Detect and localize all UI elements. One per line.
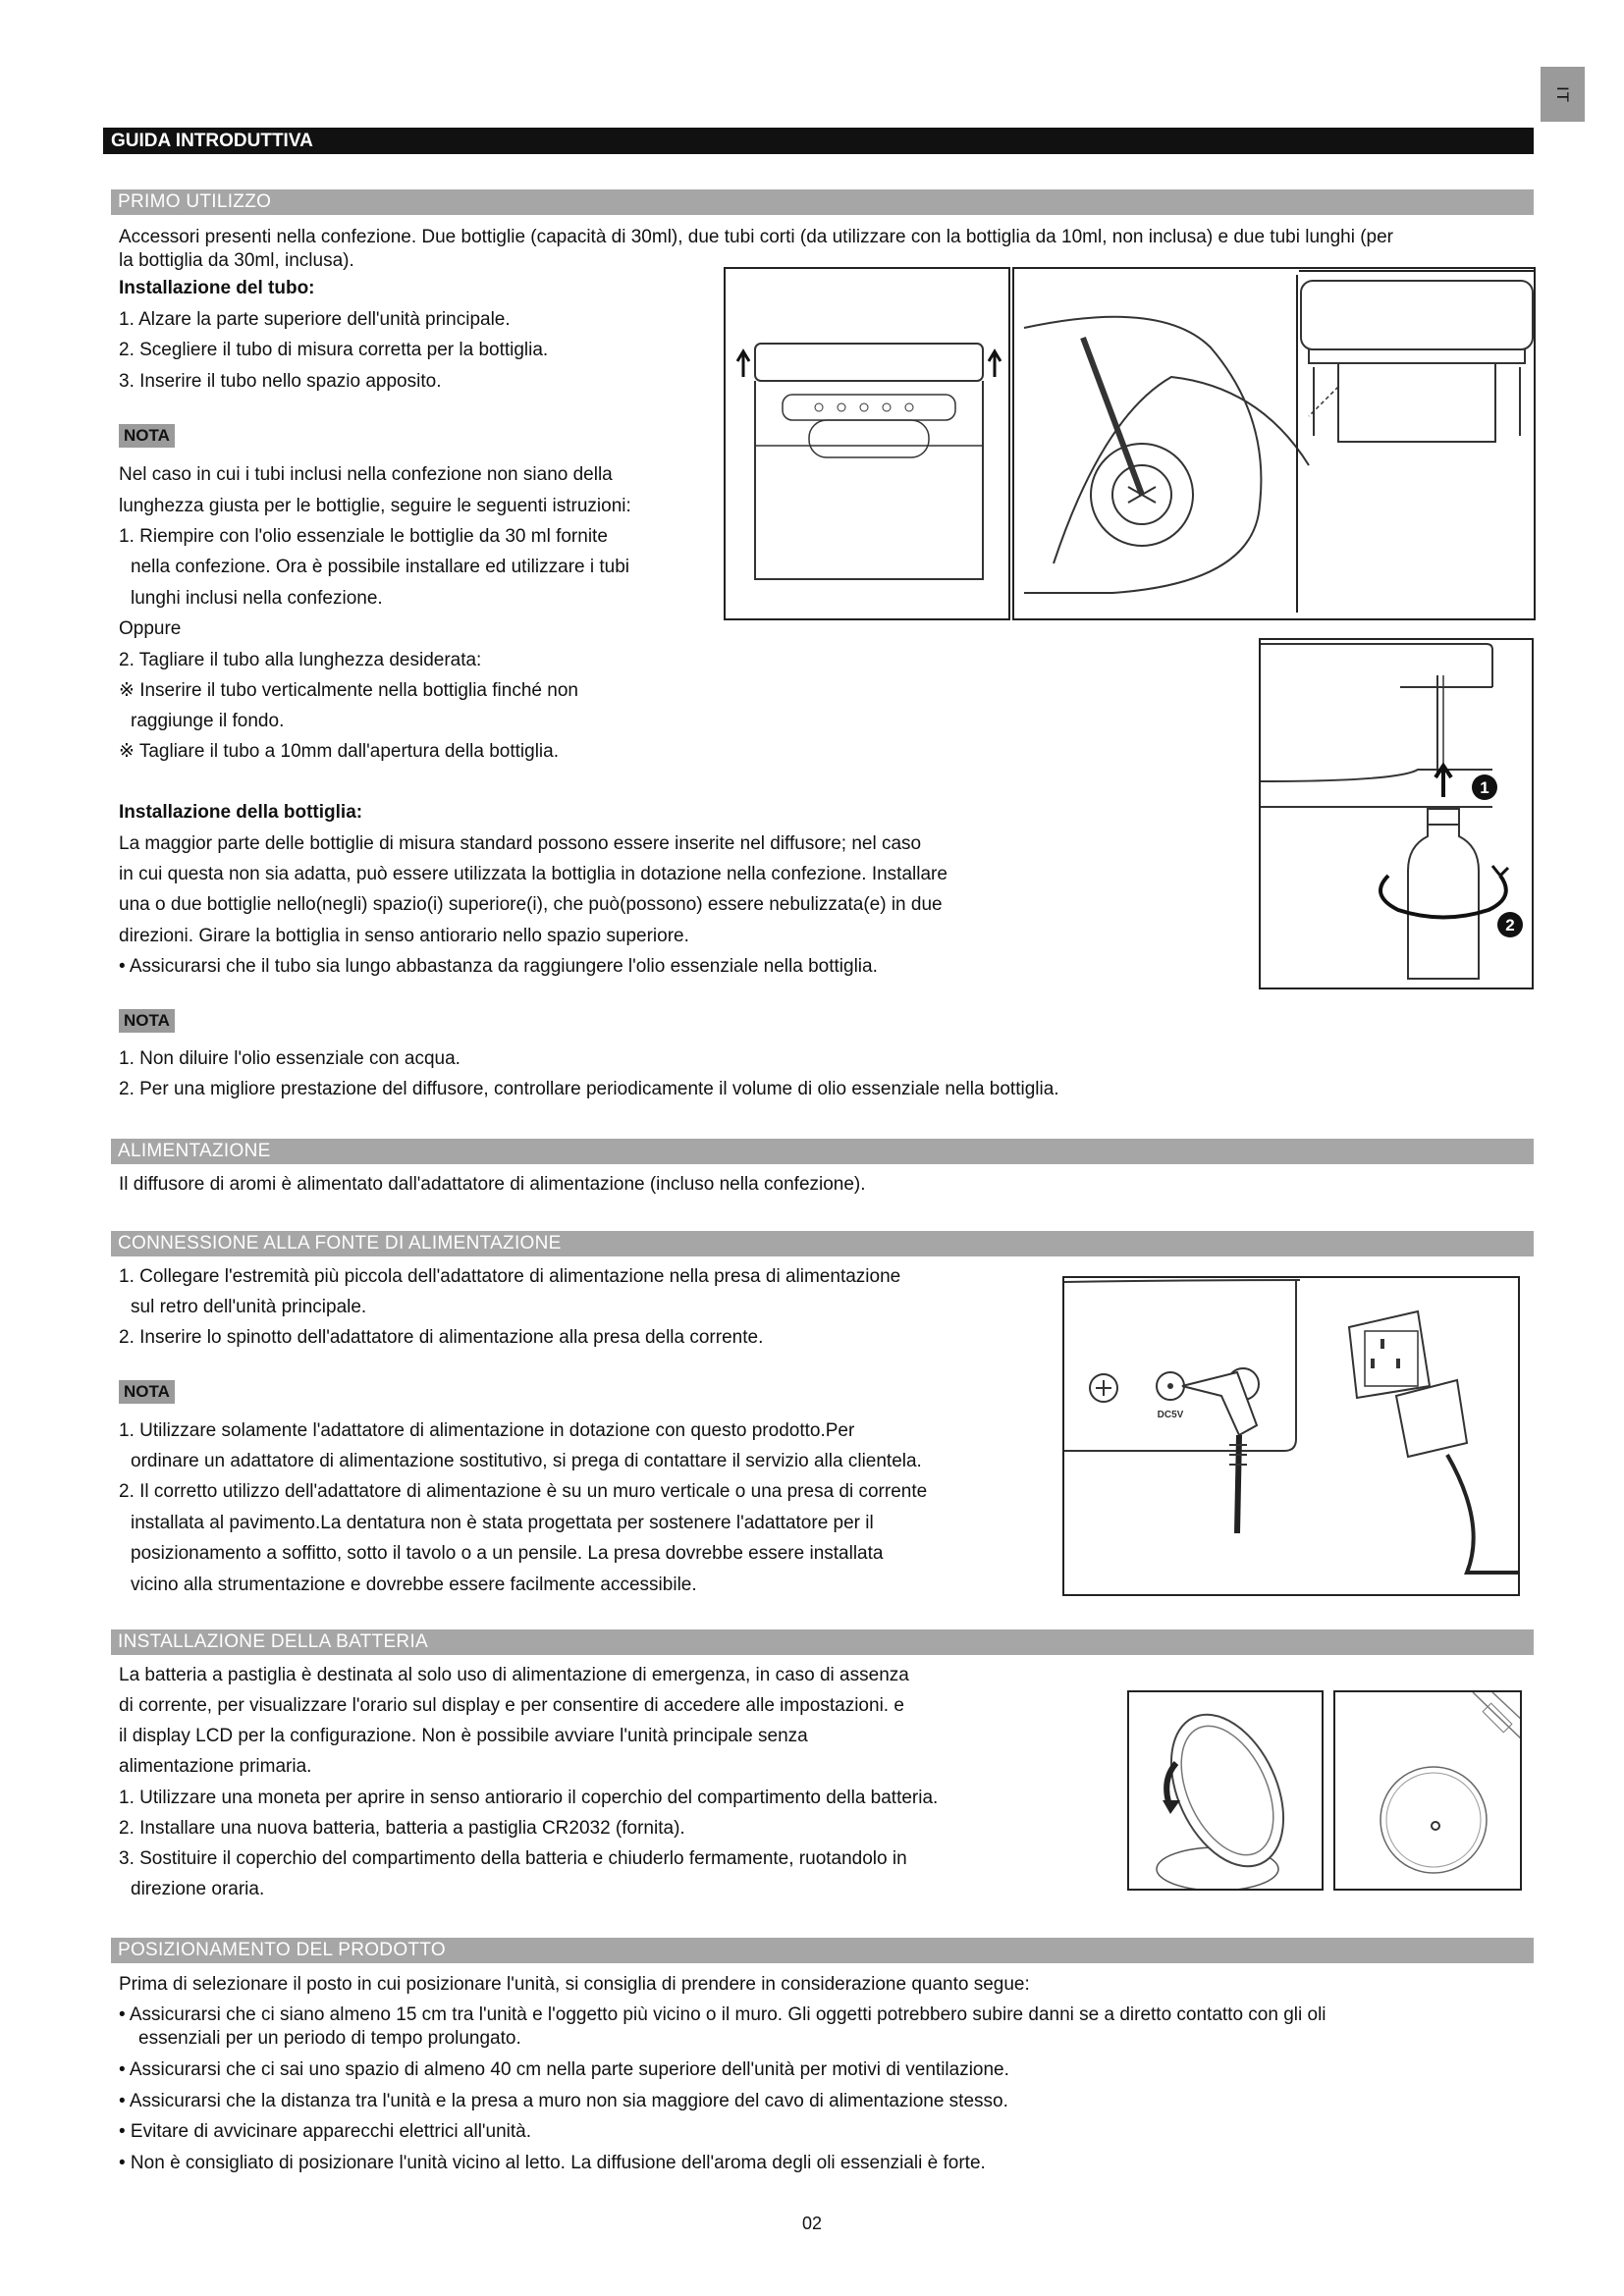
posizionamento-intro: Prima di selezionare il posto in cui posizionare l'unità, si consiglia di prendere in considerazione quanto segue: <box>119 1974 1030 1995</box>
primo-intro-line-1: Accessori presenti nella confezione. Due bottiglie (capacità di 30ml), due tubi corti (da utilizzare con la bottiglia da 10ml, non inclusa) e due tubi lunghi (per <box>119 227 1393 247</box>
section-header-posizionamento: POSIZIONAMENTO DEL PRODOTTO <box>111 1938 1534 1963</box>
nota-badge: NOTA <box>119 1009 175 1033</box>
nota-badge: NOTA <box>119 424 175 448</box>
bottle-installation-title: Installazione della bottiglia: <box>119 802 363 823</box>
nota-line: 2. Tagliare il tubo alla lunghezza desiderata: <box>119 650 482 670</box>
bottle-line: una o due bottiglie nello(negli) spazio(i) superiore(i), che può(possono) essere nebulizzata(e) in due <box>119 894 943 915</box>
battery-cover-open-illustration <box>1127 1690 1324 1891</box>
tube-installation-title: Installazione del tubo: <box>119 278 315 298</box>
section-header-primo-utilizzo: PRIMO UTILIZZO <box>111 189 1534 215</box>
connessione-line: 1. Collegare l'estremità più piccola dell'adattatore di alimentazione nella presa di alimentazione <box>119 1266 901 1287</box>
alimentazione-text: Il diffusore di aromi è alimentato dall'adattatore di alimentazione (incluso nella confezione). <box>119 1174 866 1195</box>
nota-line: lunghezza giusta per le bottiglie, seguire le seguenti istruzioni: <box>119 496 631 516</box>
nota-line: Oppure <box>119 618 182 639</box>
battery-cover-closed-illustration <box>1333 1690 1522 1891</box>
dc5v-label: DC5V <box>1157 1410 1184 1420</box>
nota-line: posizionamento a soffitto, sotto il tavolo o a un pensile. La presa dovrebbe essere installata <box>131 1543 884 1564</box>
nota-line: 1. Non diluire l'olio essenziale con acqua. <box>119 1048 460 1069</box>
connessione-line: 2. Inserire lo spinotto dell'adattatore di alimentazione alla presa della corrente. <box>119 1327 764 1348</box>
posizionamento-bullet: • Assicurarsi che ci sai uno spazio di almeno 40 cm nella parte superiore dell'unità per motivi di ventilazione. <box>119 2059 1009 2080</box>
nota-line: ※ Tagliare il tubo a 10mm dall'apertura della bottiglia. <box>119 741 560 762</box>
posizionamento-bullet: • Non è consigliato di posizionare l'unità vicino al letto. La diffusione dell'aroma degli oli essenziali è forte. <box>119 2153 986 2173</box>
batteria-line: il display LCD per la configurazione. Non è possibile avviare l'unità principale senza <box>119 1726 808 1746</box>
tube-insertion-closeup-illustration <box>1012 267 1536 620</box>
bottle-line: in cui questa non sia adatta, può essere utilizzata la bottiglia in dotazione nella confezione. Installare <box>119 864 947 884</box>
svg-text:1: 1 <box>1480 778 1489 797</box>
nota-line: ordinare un adattatore di alimentazione sostitutivo, si prega di contattare il servizio alla clientela. <box>131 1451 922 1471</box>
tube-step: 2. Scegliere il tubo di misura corretta per la bottiglia. <box>119 340 549 360</box>
batteria-line: direzione oraria. <box>131 1879 265 1899</box>
svg-text:2: 2 <box>1505 916 1515 934</box>
batteria-line: di corrente, per visualizzare l'orario sul display e per consentire di accedere alle impostazioni. e <box>119 1695 904 1716</box>
nota-line: raggiunge il fondo. <box>131 711 285 731</box>
nota-line: 2. Per una migliore prestazione del diffusore, controllare periodicamente il volume di olio essenziale nella bottiglia. <box>119 1079 1059 1099</box>
nota-line: Nel caso in cui i tubi inclusi nella confezione non siano della <box>119 464 613 485</box>
tube-step: 1. Alzare la parte superiore dell'unità principale. <box>119 309 511 330</box>
batteria-line: alimentazione primaria. <box>119 1756 312 1777</box>
nota-badge: NOTA <box>119 1380 175 1404</box>
section-header-alimentazione: ALIMENTAZIONE <box>111 1139 1534 1164</box>
connessione-line: sul retro dell'unità principale. <box>131 1297 367 1317</box>
nota-line: nella confezione. Ora è possibile installare ed utilizzare i tubi <box>131 557 629 577</box>
posizionamento-bullet: • Evitare di avvicinare apparecchi elettrici all'unità. <box>119 2121 532 2142</box>
posizionamento-bullet: essenziali per un periodo di tempo prolungato. <box>138 2028 521 2049</box>
main-header: GUIDA INTRODUTTIVA <box>103 128 1534 154</box>
power-connection-illustration <box>1062 1276 1520 1596</box>
language-tab: IT <box>1541 67 1585 122</box>
bottle-line: La maggior parte delle bottiglie di misura standard possono essere inserite nel diffusore; nel caso <box>119 833 922 854</box>
nota-line: vicino alla strumentazione e dovrebbe essere facilmente accessibile. <box>131 1575 697 1595</box>
batteria-line: 2. Installare una nuova batteria, batteria a pastiglia CR2032 (fornita). <box>119 1818 685 1839</box>
batteria-line: 1. Utilizzare una moneta per aprire in senso antiorario il coperchio del compartimento della batteria. <box>119 1788 939 1808</box>
diffuser-front-illustration <box>724 267 1010 620</box>
posizionamento-bullet: • Assicurarsi che ci siano almeno 15 cm tra l'unità e l'oggetto più vicino o il muro. Gli oggetti potrebbero subire danni se a diretto contatto con gli oli <box>119 2004 1326 2025</box>
section-header-batteria: INSTALLAZIONE DELLA BATTERIA <box>111 1629 1534 1655</box>
nota-line: 1. Riempire con l'olio essenziale le bottiglie da 30 ml fornite <box>119 526 608 547</box>
tube-step: 3. Inserire il tubo nello spazio apposito. <box>119 371 442 392</box>
nota-line: ※ Inserire il tubo verticalmente nella bottiglia finché non <box>119 680 578 701</box>
bottle-line: direzioni. Girare la bottiglia in senso antiorario nello spazio superiore. <box>119 926 689 946</box>
section-header-connessione: CONNESSIONE ALLA FONTE DI ALIMENTAZIONE <box>111 1231 1534 1256</box>
batteria-line: 3. Sostituire il coperchio del compartimento della batteria e chiuderlo fermamente, ruotandolo in <box>119 1848 907 1869</box>
posizionamento-bullet: • Assicurarsi che la distanza tra l'unità e la presa a muro non sia maggiore del cavo di alimentazione stesso. <box>119 2091 1008 2111</box>
page-number: 02 <box>801 2214 823 2233</box>
bottle-installation-illustration <box>1259 638 1534 989</box>
nota-line: installata al pavimento.La dentatura non è stata progettata per sostenere l'adattatore per il <box>131 1513 874 1533</box>
nota-line: lunghi inclusi nella confezione. <box>131 588 383 609</box>
bottle-line: • Assicurarsi che il tubo sia lungo abbastanza da raggiungere l'olio essenziale nella bottiglia. <box>119 956 878 977</box>
primo-intro-line-2: la bottiglia da 30ml, inclusa). <box>119 250 354 271</box>
nota-line: 1. Utilizzare solamente l'adattatore di alimentazione in dotazione con questo prodotto.Per <box>119 1420 855 1441</box>
batteria-line: La batteria a pastiglia è destinata al solo uso di alimentazione di emergenza, in caso di assenza <box>119 1665 909 1685</box>
nota-line: 2. Il corretto utilizzo dell'adattatore di alimentazione è su un muro verticale o una presa di corrente <box>119 1481 928 1502</box>
